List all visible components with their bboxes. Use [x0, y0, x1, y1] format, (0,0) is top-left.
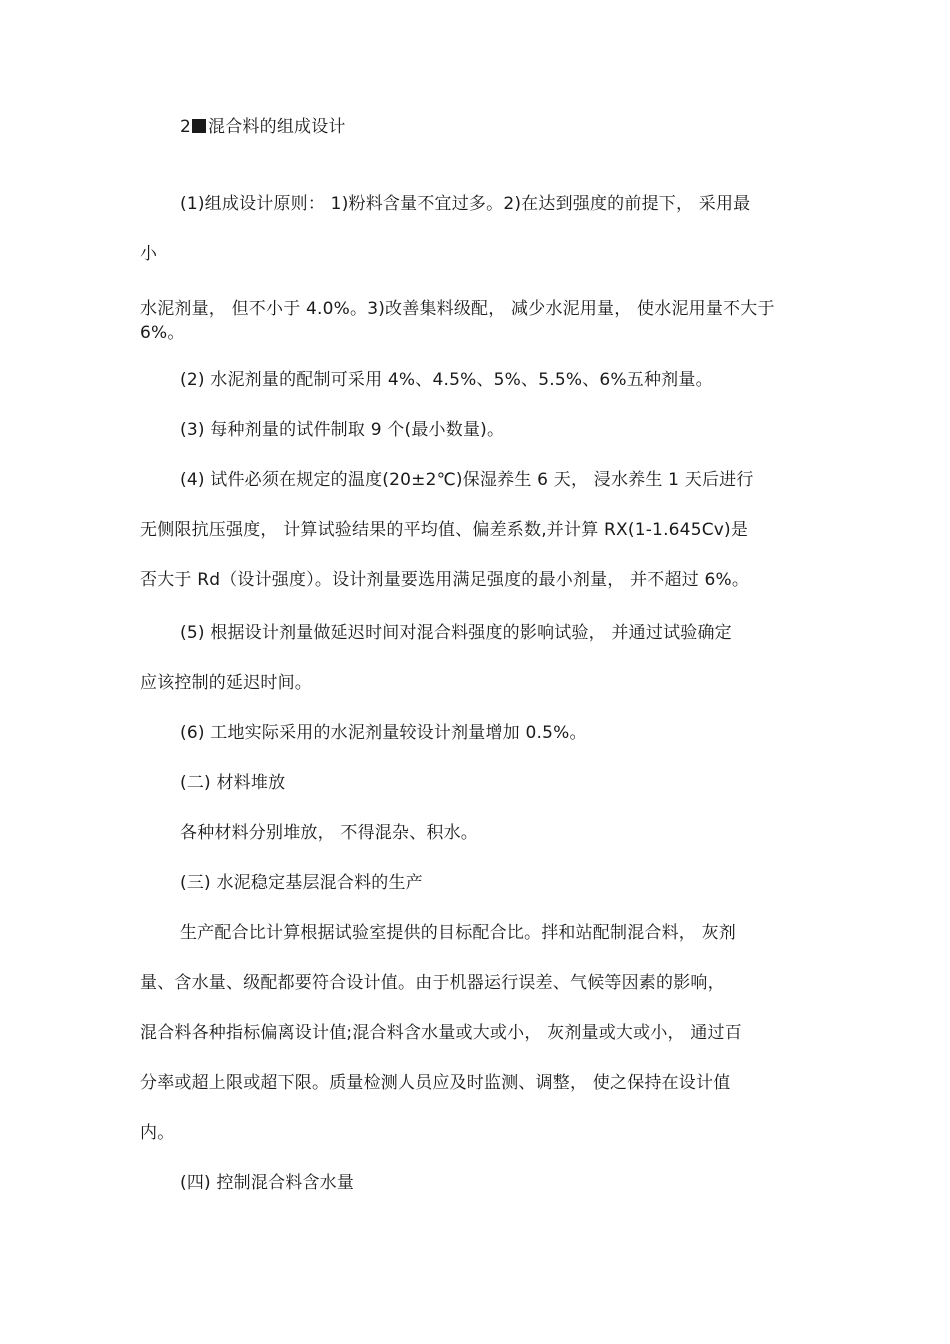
paragraph-line: 内。: [140, 1123, 175, 1143]
paragraph-line: 应该控制的延迟时间。: [140, 673, 312, 693]
heading-title: 混合料的组成设计: [208, 117, 346, 137]
paragraph-line: 生产配合比计算根据试验室提供的目标配合比。拌和站配制混合料， 灰剂: [180, 923, 737, 943]
subsection-heading: (四) 控制混合料含水量: [180, 1173, 355, 1193]
paragraph-line: (2) 水泥剂量的配制可采用 4%、4.5%、5%、5.5%、6%五种剂量。: [180, 370, 713, 390]
paragraph-line: 否大于 Rd（设计强度）。设计剂量要选用满足强度的最小剂量， 并不超过 6%。: [140, 570, 750, 590]
subsection-heading: (三) 水泥稳定基层混合料的生产: [180, 873, 423, 893]
paragraph-line: 小: [140, 244, 158, 264]
paragraph-line: 水泥剂量， 但不小于 4.0%。3)改善集料级配， 减少水泥用量， 使水泥用量不大于 6%。: [140, 299, 775, 343]
paragraph-line: 分率或超上限或超下限。质量检测人员应及时监测、调整， 使之保持在设计值: [140, 1073, 731, 1093]
subsection-heading: (二) 材料堆放: [180, 773, 286, 793]
paragraph-line: (4) 试件必须在规定的温度(20±2℃)保湿养生 6 天， 浸水养生 1 天后进行: [180, 470, 754, 490]
paragraph-line: 混合料各种指标偏离设计值;混合料含水量或大或小， 灰剂量或大或小， 通过百: [140, 1023, 742, 1043]
heading-number: 2: [180, 117, 192, 137]
section-heading: [180, 115, 346, 139]
paragraph-line: (1)组成设计原则： 1)粉料含量不宜过多。2)在达到强度的前提下， 采用最: [180, 194, 751, 214]
paragraph-line: 量、含水量、级配都要符合设计值。由于机器运行误差、气候等因素的影响，: [140, 973, 725, 993]
paragraph-line: (5) 根据设计剂量做延迟时间对混合料强度的影响试验， 并通过试验确定: [180, 623, 732, 643]
paragraph-line: 各种材料分别堆放， 不得混杂、积水。: [180, 823, 479, 843]
paragraph-line: 无侧限抗压强度， 计算试验结果的平均值、偏差系数,并计算 RX(1-1.645Cv)是: [140, 520, 749, 540]
paragraph-line: (3) 每种剂量的试件制取 9 个(最小数量)。: [180, 420, 505, 440]
paragraph-line: (6) 工地实际采用的水泥剂量较设计剂量增加 0.5%。: [180, 723, 587, 743]
square-bullet-icon: [192, 119, 206, 133]
